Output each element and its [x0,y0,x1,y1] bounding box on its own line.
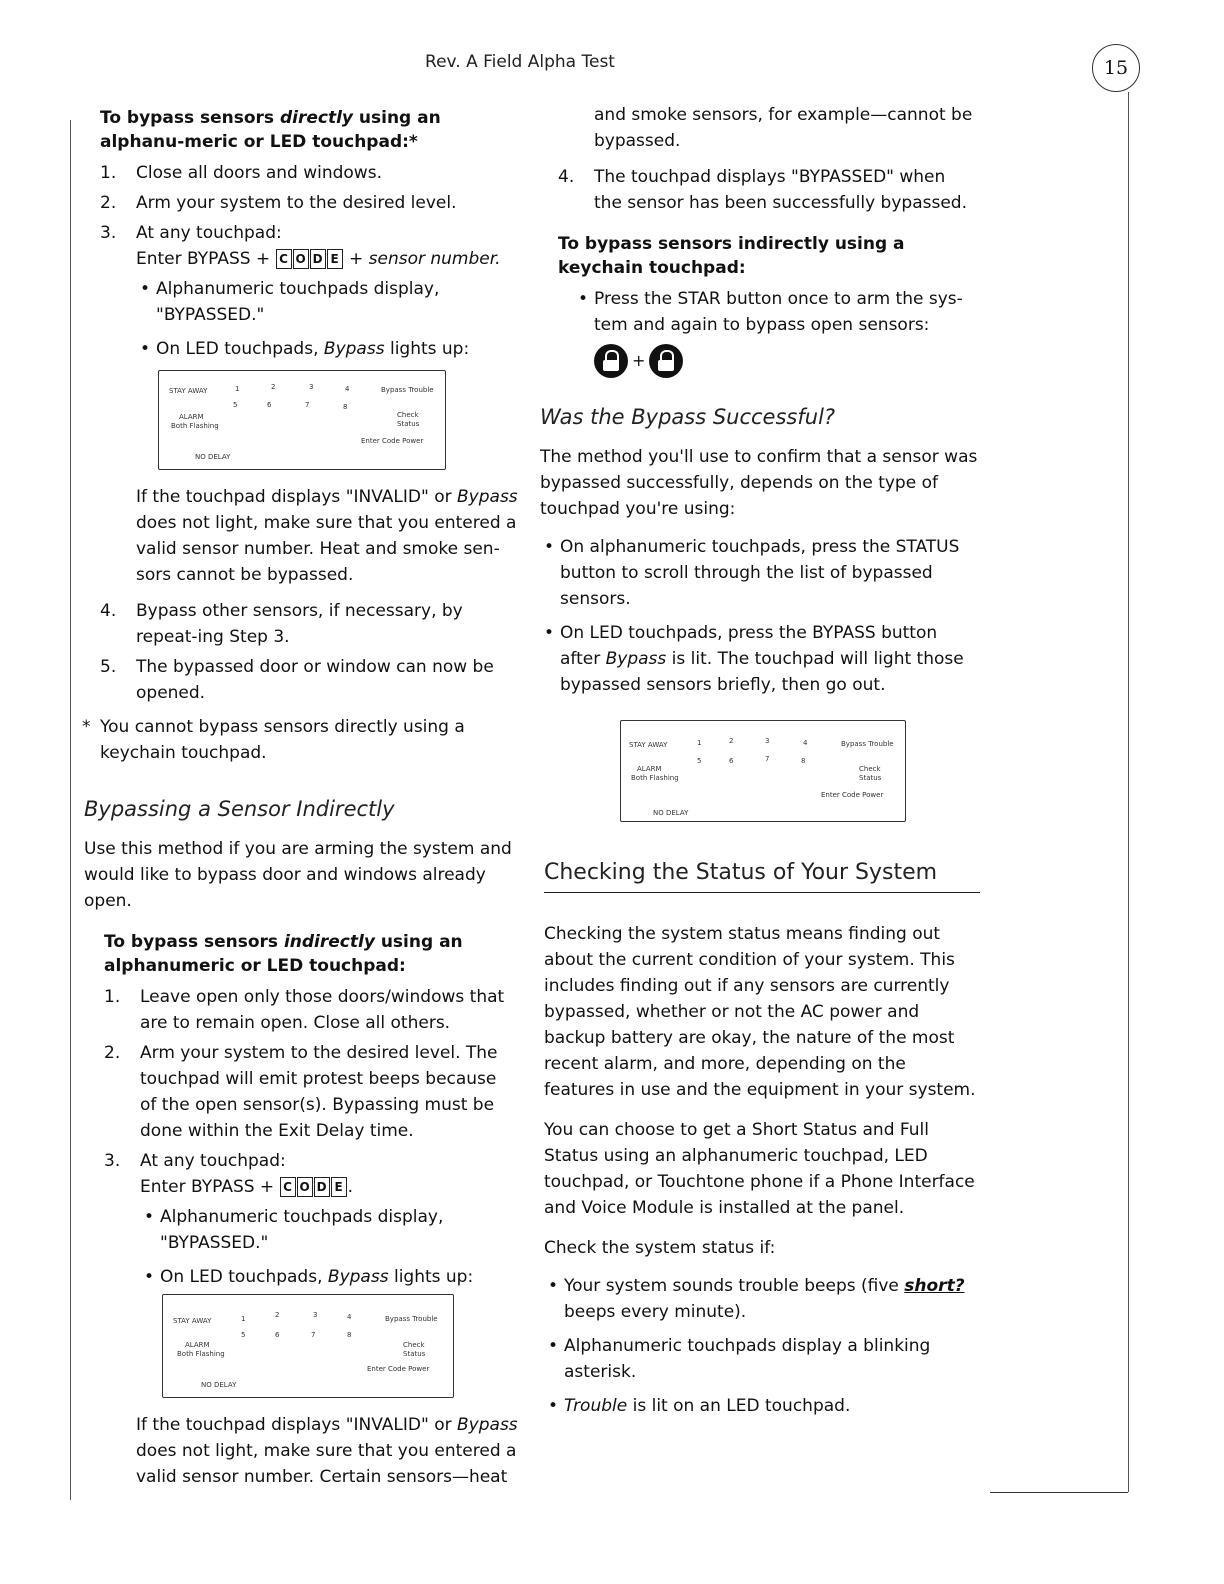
list-item: 2. Arm your system to the desired level. [100,193,457,213]
star-buttons: + [558,344,978,378]
enter-code-power-label: Enter Code Power [361,437,424,445]
code-key-d: D [314,1177,330,1197]
star-lock-icon [649,344,683,378]
led-touchpad-diagram [158,370,446,470]
zone-3: 3 [313,1311,318,1319]
left-margin-rule [70,120,71,1500]
direct-bypass-heading: To bypass sensors directly using an alphanu-meric or LED touchpad:* [100,108,441,152]
enter-code-power-label: Enter Code Power [367,1365,430,1373]
invalid-note: If the touchpad displays "INVALID" or Bypass does not light, make sure that you entered a valid sensor number. Heat and smoke sen-sors cannot be bypassed. [136,487,518,585]
right-margin-rule [1128,92,1129,1492]
left-column-continued [82,484,520,766]
list-item: • Alphanumeric touchpads display, "BYPASSED." [136,276,520,328]
continued-text: and smoke sensors, for example—cannot be bypassed. [594,105,973,151]
zone-1: 1 [697,739,702,747]
zone-4: 4 [803,739,808,747]
list-item: • Alphanumeric touchpads display, "BYPASSED." [140,1204,514,1256]
running-header: Rev. A Field Alpha Test [425,52,615,72]
code-key-d: D [310,249,326,269]
zone-3: 3 [765,737,770,745]
status-paragraph: Check the system status if: [544,1238,776,1258]
no-delay-label: NO DELAY [195,453,231,461]
indirect-steps [104,984,514,1290]
keychain-heading: To bypass sensors indirectly using a keychain touchpad: [558,234,905,278]
list-item: 2. Arm your system to the desired level. The touchpad will emit protest beeps because of the open sensor(s). Bypassing must be done within the Exit Delay time. [104,1043,498,1141]
page-number: 15 [1092,44,1140,92]
zone-2: 2 [275,1311,280,1319]
no-delay-label: NO DELAY [653,809,689,817]
check-label: Check [859,765,881,773]
bottom-right-rule [990,1492,1128,1493]
list-item: 3. At any touchpad: Enter BYPASS + C O D E + sensor number. • Alphanumeric touchpads display, "BYPASSED." • On LED touchpads, Bypass lights up: [100,220,520,362]
bypass-trouble-label: Bypass Trouble [385,1315,438,1323]
direct-steps [100,160,520,362]
zone-8: 8 [801,757,806,765]
bypass-trouble-label: Bypass Trouble [841,740,894,748]
invalid-note: If the touchpad displays "INVALID" or Bypass does not light, make sure that you entered a valid sensor number. Certain sensors—heat [136,1415,518,1487]
bypass-trouble-label: Bypass Trouble [381,386,434,394]
indirect-intro: Use this method if you are arming the system and would like to bypass door and windows already open. [84,839,512,911]
led-touchpad-diagram [162,1294,454,1398]
status-paragraph: You can choose to get a Short Status and Full Status using an alphanumeric touchpad, LED touchpad, or Touchtone phone if a Phone Interface and Voice Module is installed at the panel. [544,1120,975,1218]
zone-2: 2 [729,737,734,745]
led-touchpad-diagram [620,720,906,822]
list-item: 4. The touchpad displays "BYPASSED" when the sensor has been successfully bypassed. [558,167,967,213]
alarm-label: ALARM [637,765,662,773]
code-key-o: O [297,1177,313,1197]
right-column [558,102,978,378]
indirect-section-title: Bypassing a Sensor Indirectly [84,797,395,821]
alarm-label: ALARM [185,1341,210,1349]
zone-5: 5 [241,1331,246,1339]
both-flashing-label: Both Flashing [631,774,679,782]
success-bullets [540,534,978,698]
check-label: Check [397,411,419,419]
zone-8: 8 [347,1331,352,1339]
success-section-title: Was the Bypass Successful? [540,405,836,429]
check-label: Check [403,1341,425,1349]
code-key-e: E [331,1177,347,1197]
success-intro: The method you'll use to confirm that a sensor was bypassed successfully, depends on the type of touchpad you're using: [540,447,978,519]
zone-7: 7 [765,755,770,763]
list-item: 1. Leave open only those doors/windows that are to remain open. Close all others. [104,987,505,1033]
zone-6: 6 [267,401,272,409]
list-item: • Your system sounds trouble beeps (five short? beeps every minute). [544,1273,980,1325]
code-key-c: C [280,1177,296,1197]
stay-away-label: STAY AWAY [169,387,208,395]
footnote: * You cannot bypass sensors directly using a keychain touchpad. [82,717,465,763]
both-flashing-label: Both Flashing [177,1350,225,1358]
list-item: • Press the STAR button once to arm the sys-tem and again to bypass open sensors: [574,286,978,338]
direct-bullets [136,276,520,362]
list-item: • On LED touchpads, press the BYPASS button after Bypass is lit. The touchpad will light those bypassed sensors briefly, then go out. [540,620,978,698]
indirect-section [84,796,514,1298]
list-item: • Trouble is lit on an LED touchpad. [544,1393,980,1419]
zone-3: 3 [309,383,314,391]
list-item: • On LED touchpads, Bypass lights up: [140,1264,514,1290]
left-column-end [136,1412,526,1500]
zone-6: 6 [275,1331,280,1339]
zone-2: 2 [271,383,276,391]
star-lock-icon [594,344,628,378]
status-label: Status [403,1350,426,1358]
list-item: 3. At any touchpad: Enter BYPASS + C O D E . • Alphanumeric touchpads display, "BYPASSED." • On LED touchpads, Bypass lights up: [104,1148,514,1290]
zone-4: 4 [347,1313,352,1321]
stay-away-label: STAY AWAY [173,1317,212,1325]
zone-7: 7 [311,1331,316,1339]
zone-8: 8 [343,403,348,411]
enter-code-power-label: Enter Code Power [821,791,884,799]
zone-1: 1 [235,385,240,393]
zone-6: 6 [729,757,734,765]
check-status-bullets [544,1273,980,1419]
list-item: 5. The bypassed door or window can now be opened. [100,657,494,703]
zone-5: 5 [697,757,702,765]
code-key-o: O [293,249,309,269]
zone-5: 5 [233,401,238,409]
list-item: 1. Close all doors and windows. [100,163,382,183]
status-paragraph: Checking the system status means finding out about the current condition of your system. This includes finding out if any sensors are currently bypassed, whether or not the AC power and backup battery are okay, the nature of the most recent alarm, and more, depending on the features in use and the equipment in your system. [544,924,976,1100]
direct-steps-continued [100,598,520,706]
zone-4: 4 [345,385,350,393]
left-column [100,106,520,370]
zone-7: 7 [305,401,310,409]
list-item: • Alphanumeric touchpads display a blinking asterisk. [544,1333,980,1385]
keychain-bullets [558,286,978,338]
indirect-bullets [140,1204,514,1290]
zone-1: 1 [241,1315,246,1323]
status-label: Status [397,420,420,428]
list-item: • On LED touchpads, Bypass lights up: [136,336,520,362]
both-flashing-label: Both Flashing [171,422,219,430]
direct-steps-continued [558,164,978,216]
no-delay-label: NO DELAY [201,1381,237,1389]
code-key-e: E [327,249,343,269]
success-section [540,404,978,706]
status-section [544,860,980,1427]
enter-code-line: Enter BYPASS + C O D E + sensor number. [136,249,501,269]
stay-away-label: STAY AWAY [629,741,668,749]
enter-code-line: Enter BYPASS + C O D E . [140,1177,353,1197]
list-item: 4. Bypass other sensors, if necessary, by repeat-ing Step 3. [100,601,463,647]
status-label: Status [859,774,882,782]
status-section-title: Checking the Status of Your System [544,860,980,893]
alarm-label: ALARM [179,413,204,421]
indirect-bypass-heading: To bypass sensors indirectly using an alphanumeric or LED touchpad: [104,932,463,976]
code-key-c: C [276,249,292,269]
list-item: • On alphanumeric touchpads, press the STATUS button to scroll through the list of bypassed sensors. [540,534,978,612]
